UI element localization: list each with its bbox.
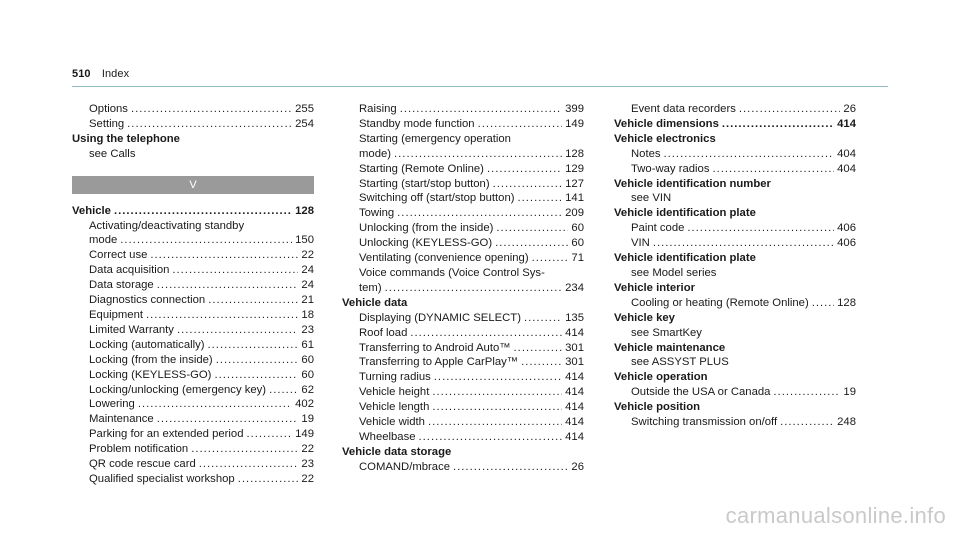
dot-leader — [493, 177, 563, 192]
index-sub-entry[interactable] — [72, 278, 314, 293]
dot-leader — [114, 204, 292, 219]
entry-label: Cooling or heating (Remote Online) — [631, 296, 809, 309]
page-reference[interactable]: 414 — [565, 386, 584, 399]
entry-label: Turning radius — [359, 371, 431, 384]
index-sub-entry — [72, 219, 314, 234]
index-main-entry — [614, 311, 856, 326]
index-sub-entry[interactable] — [72, 412, 314, 427]
dot-leader — [773, 385, 840, 400]
index-column-1 — [72, 102, 314, 487]
page-reference[interactable]: 18 — [301, 308, 314, 321]
entry-label: Vehicle width — [359, 416, 425, 429]
page-reference[interactable]: 128 — [565, 147, 584, 160]
entry-label: Vehicle length — [359, 401, 430, 414]
index-sub-entry[interactable] — [342, 177, 584, 192]
index-sub-entry[interactable] — [72, 442, 314, 457]
dot-leader — [214, 368, 298, 383]
dot-leader — [419, 430, 563, 445]
dot-leader — [138, 397, 292, 412]
entry-label: Notes — [631, 147, 661, 160]
page-reference[interactable]: 22 — [301, 443, 314, 456]
entry-label: QR code rescue card — [89, 458, 196, 471]
entry-label: Locking/unlocking (emergency key) — [89, 383, 267, 396]
page-reference[interactable]: 406 — [837, 237, 856, 250]
index-sub-entry[interactable] — [342, 117, 584, 132]
index-main-entry — [614, 281, 856, 296]
index-sub-entry[interactable] — [342, 341, 584, 356]
entry-label: Locking (KEYLESS-GO) — [89, 368, 212, 381]
index-sub-entry[interactable] — [72, 368, 314, 383]
page-reference[interactable]: 402 — [295, 398, 314, 411]
dot-leader — [191, 442, 298, 457]
index-sub-entry[interactable] — [72, 102, 314, 117]
entry-label: Two-way radios — [631, 162, 710, 175]
page-reference[interactable]: 23 — [301, 458, 314, 471]
index-main-entry — [614, 341, 856, 356]
dot-leader — [434, 370, 562, 385]
dot-leader — [238, 472, 299, 487]
dot-leader — [199, 457, 299, 472]
page-reference[interactable]: 60 — [301, 353, 314, 366]
page-reference[interactable]: 209 — [565, 207, 584, 220]
entry-label: Paint code — [631, 222, 685, 235]
entry-label: Correct use — [89, 249, 148, 262]
index-column-2 — [342, 102, 584, 475]
entry-label: Vehicle dimensions — [614, 117, 719, 130]
entry-label: Vehicle data storage — [342, 445, 452, 458]
entry-label: Vehicle operation — [614, 371, 708, 384]
entry-label: Transferring to Apple CarPlay™ — [359, 356, 519, 369]
page-number: 510 — [72, 68, 91, 80]
dot-leader — [428, 415, 562, 430]
dot-leader — [247, 427, 293, 442]
page-reference[interactable]: 149 — [565, 117, 584, 130]
index-sub-entry[interactable] — [72, 323, 314, 338]
dot-leader — [514, 341, 563, 356]
index-sub-entry[interactable] — [342, 430, 584, 445]
index-sub-entry[interactable] — [614, 296, 856, 311]
index-sub-entry[interactable] — [614, 415, 856, 430]
entry-label: Starting (emergency operation — [359, 132, 511, 145]
index-main-entry — [342, 445, 584, 460]
entry-label: Switching transmission on/off — [631, 416, 778, 429]
page-reference[interactable]: 150 — [295, 234, 314, 247]
dot-leader — [495, 236, 568, 251]
page-reference[interactable]: 414 — [565, 416, 584, 429]
page-reference[interactable]: 404 — [837, 147, 856, 160]
index-main-entry — [614, 370, 856, 385]
dot-leader — [410, 326, 562, 341]
dot-leader — [157, 412, 299, 427]
index-sub-entry[interactable] — [342, 102, 584, 117]
index-sub-entry[interactable] — [342, 281, 584, 296]
entry-label: Ventilating (convenience opening) — [359, 252, 529, 265]
page-reference[interactable]: 404 — [837, 162, 856, 175]
dot-leader — [385, 281, 563, 296]
index-main-entry[interactable] — [72, 204, 314, 219]
index-main-entry — [614, 206, 856, 221]
index-sub-entry — [614, 326, 856, 341]
dot-leader — [432, 400, 562, 415]
dot-leader — [269, 383, 298, 398]
index-sub-entry[interactable] — [72, 472, 314, 487]
page-reference[interactable]: 62 — [301, 383, 314, 396]
index-sub-entry[interactable] — [72, 427, 314, 442]
dot-leader — [150, 248, 298, 263]
entry-label: Event data recorders — [631, 103, 736, 115]
entry-label: Locking (automatically) — [89, 338, 205, 351]
page-reference[interactable]: 26 — [571, 460, 584, 473]
dot-leader — [216, 353, 299, 368]
dot-leader — [432, 385, 562, 400]
page-reference[interactable]: 135 — [565, 311, 584, 324]
entry-label: Data storage — [89, 279, 154, 292]
page-reference[interactable]: 19 — [301, 413, 314, 426]
entry-label: Lowering — [89, 398, 135, 411]
entry-label: Vehicle position — [614, 401, 701, 414]
entry-label: Voice commands (Voice Control Sys- — [359, 266, 545, 279]
page-reference[interactable]: 127 — [565, 177, 584, 190]
entry-label: see Model series — [631, 266, 717, 279]
entry-label: Vehicle key — [614, 311, 675, 324]
index-sub-entry[interactable] — [614, 385, 856, 400]
entry-label: Unlocking (from the inside) — [359, 222, 494, 235]
index-sub-entry[interactable] — [342, 206, 584, 221]
dot-leader — [496, 221, 568, 236]
page-reference[interactable]: 128 — [837, 296, 856, 309]
page-reference[interactable]: 22 — [301, 472, 314, 485]
page-reference[interactable]: 22 — [301, 249, 314, 262]
entry-label: Starting (Remote Online) — [359, 162, 484, 175]
dot-leader — [739, 102, 841, 117]
index-main-entry — [614, 251, 856, 266]
page-reference[interactable]: 234 — [565, 281, 584, 294]
dot-leader — [397, 206, 562, 221]
page-reference[interactable]: 254 — [295, 117, 314, 130]
page-reference[interactable]: 301 — [565, 341, 584, 354]
entry-label: Vehicle electronics — [614, 132, 716, 145]
page-reference[interactable]: 248 — [837, 416, 856, 429]
page-reference[interactable]: 301 — [565, 356, 584, 369]
entry-label: Diagnostics connection — [89, 294, 206, 307]
index-sub-entry — [614, 191, 856, 206]
entry-label: tem) — [359, 281, 382, 294]
entry-label: Vehicle data — [342, 296, 408, 309]
index-sub-entry[interactable] — [342, 162, 584, 177]
page-reference[interactable]: 255 — [295, 103, 314, 115]
dot-leader — [146, 308, 298, 323]
entry-label: Qualified specialist workshop — [89, 472, 235, 485]
dot-leader — [653, 236, 834, 251]
entry-label: mode) — [359, 147, 392, 160]
page-reference[interactable]: 21 — [301, 294, 314, 307]
index-sub-entry[interactable] — [72, 397, 314, 412]
dot-leader — [722, 117, 834, 132]
entry-label: Locking (from the inside) — [89, 353, 213, 366]
page-reference[interactable]: 26 — [843, 103, 856, 115]
dot-leader — [208, 338, 299, 353]
entry-label: see SmartKey — [631, 326, 702, 339]
entry-label: VIN — [631, 237, 650, 250]
entry-label: Limited Warranty — [89, 323, 174, 336]
index-sub-entry[interactable] — [342, 370, 584, 385]
index-sub-entry[interactable] — [342, 311, 584, 326]
page-reference[interactable]: 399 — [565, 103, 584, 115]
section-letter-heading: V — [72, 176, 314, 194]
dot-leader — [487, 162, 562, 177]
index-sub-entry[interactable] — [614, 147, 856, 162]
dot-leader — [687, 221, 834, 236]
entry-label: Transferring to Android Auto™ — [359, 341, 511, 354]
entry-label: see VIN — [631, 192, 672, 205]
index-main-entry[interactable] — [614, 117, 856, 132]
index-sub-entry[interactable] — [342, 400, 584, 415]
page-reference[interactable]: 61 — [301, 338, 314, 351]
page-reference[interactable]: 19 — [843, 386, 856, 399]
index-sub-entry[interactable] — [72, 248, 314, 263]
dot-leader — [812, 296, 834, 311]
index-sub-entry — [614, 266, 856, 281]
page-reference[interactable]: 149 — [295, 428, 314, 441]
index-main-entry — [614, 177, 856, 192]
watermark: carmanualsonline.info — [725, 503, 946, 528]
entry-label: Setting — [89, 117, 125, 130]
entry-label: Problem notification — [89, 443, 189, 456]
entry-label: Options — [89, 103, 128, 115]
page-reference[interactable]: 414 — [565, 430, 584, 443]
dot-leader — [478, 117, 563, 132]
dot-leader — [524, 311, 562, 326]
index-main-entry — [72, 132, 314, 147]
header-rule — [72, 86, 888, 87]
page-reference[interactable]: 414 — [565, 401, 584, 414]
page-reference[interactable]: 60 — [571, 237, 584, 250]
index-sub-entry[interactable] — [342, 385, 584, 400]
index-sub-entry[interactable] — [342, 355, 584, 370]
entry-label: Parking for an extended period — [89, 428, 244, 441]
index-sub-entry[interactable] — [342, 251, 584, 266]
page-reference[interactable]: 141 — [565, 192, 584, 205]
index-main-entry — [614, 400, 856, 415]
index-sub-entry[interactable] — [342, 415, 584, 430]
dot-leader — [127, 117, 292, 132]
entry-label: see Calls — [89, 147, 136, 160]
entry-label: Vehicle identification number — [614, 177, 771, 190]
page-reference[interactable]: 406 — [837, 222, 856, 235]
index-sub-entry[interactable] — [342, 221, 584, 236]
entry-label: Maintenance — [89, 413, 154, 426]
entry-label: Starting (start/stop button) — [359, 177, 490, 190]
entry-label: Switching off (start/stop button) — [359, 192, 515, 205]
page-reference[interactable]: 129 — [565, 162, 584, 175]
index-sub-entry[interactable] — [342, 326, 584, 341]
entry-label: Using the telephone — [72, 132, 180, 145]
page-reference[interactable]: 60 — [301, 368, 314, 381]
page-reference[interactable]: 128 — [295, 204, 314, 217]
entry-label: Displaying (DYNAMIC SELECT) — [359, 311, 521, 324]
index-sub-entry — [342, 132, 584, 147]
index-sub-entry[interactable] — [342, 460, 584, 475]
dot-leader — [400, 102, 562, 117]
entry-label: Towing — [359, 207, 395, 220]
entry-label: COMAND/mbrace — [359, 460, 451, 473]
dot-leader — [120, 233, 292, 248]
index-sub-entry[interactable] — [342, 147, 584, 162]
index-sub-entry[interactable] — [614, 236, 856, 251]
index-sub-entry[interactable] — [72, 293, 314, 308]
index-sub-entry[interactable] — [342, 236, 584, 251]
index-sub-entry[interactable] — [72, 383, 314, 398]
index-column-3 — [614, 102, 856, 430]
index-sub-entry[interactable] — [72, 263, 314, 278]
index-sub-entry[interactable] — [614, 102, 856, 117]
index-sub-entry[interactable] — [72, 117, 314, 132]
dot-leader — [394, 147, 562, 162]
entry-label: Vehicle identification plate — [614, 207, 756, 220]
page-reference[interactable]: 24 — [301, 264, 314, 277]
index-sub-entry[interactable] — [72, 457, 314, 472]
page-reference[interactable]: 414 — [565, 371, 584, 384]
index-sub-entry[interactable] — [614, 162, 856, 177]
index-sub-entry — [614, 355, 856, 370]
entry-label: Unlocking (KEYLESS-GO) — [359, 237, 493, 250]
dot-leader — [453, 460, 568, 475]
entry-label: Data acquisition — [89, 264, 170, 277]
dot-leader — [532, 251, 569, 266]
entry-label: Vehicle interior — [614, 281, 695, 294]
dot-leader — [521, 355, 562, 370]
entry-label: Vehicle maintenance — [614, 341, 726, 354]
page-reference[interactable]: 414 — [837, 117, 856, 130]
dot-leader — [177, 323, 298, 338]
dot-leader — [712, 162, 834, 177]
entry-label: Vehicle height — [359, 386, 430, 399]
index-sub-entry[interactable] — [72, 308, 314, 323]
entry-label: Roof load — [359, 326, 408, 339]
page-header — [72, 68, 129, 80]
entry-label: mode — [89, 234, 118, 247]
entry-label: Standby mode function — [359, 117, 475, 130]
index-sub-entry — [72, 147, 314, 162]
index-sub-entry[interactable] — [342, 191, 584, 206]
page-reference[interactable]: 60 — [571, 222, 584, 235]
entry-label: Activating/deactivating standby — [89, 219, 245, 232]
page-reference[interactable]: 23 — [301, 323, 314, 336]
index-sub-entry[interactable] — [72, 353, 314, 368]
index-sub-entry — [342, 266, 584, 281]
page-section-title: Index — [101, 68, 130, 80]
entry-label: Raising — [359, 103, 397, 115]
dot-leader — [172, 263, 298, 278]
dot-leader — [780, 415, 834, 430]
page-reference[interactable]: 24 — [301, 279, 314, 292]
dot-leader — [664, 147, 835, 162]
index-sub-entry[interactable] — [72, 338, 314, 353]
index-sub-entry[interactable] — [614, 221, 856, 236]
entry-label: Wheelbase — [359, 430, 416, 443]
dot-leader — [131, 102, 292, 117]
dot-leader — [518, 191, 563, 206]
entry-label: Equipment — [89, 308, 144, 321]
page-reference[interactable]: 414 — [565, 326, 584, 339]
dot-leader — [208, 293, 298, 308]
dot-leader — [157, 278, 299, 293]
index-sub-entry[interactable] — [72, 233, 314, 248]
index-main-entry — [342, 296, 584, 311]
entry-label: Vehicle identification plate — [614, 252, 756, 265]
page-reference[interactable]: 71 — [571, 252, 584, 265]
entry-label: see ASSYST PLUS — [631, 356, 729, 369]
entry-label: Outside the USA or Canada — [631, 386, 771, 399]
entry-label: Vehicle — [72, 204, 111, 217]
index-main-entry — [614, 132, 856, 147]
